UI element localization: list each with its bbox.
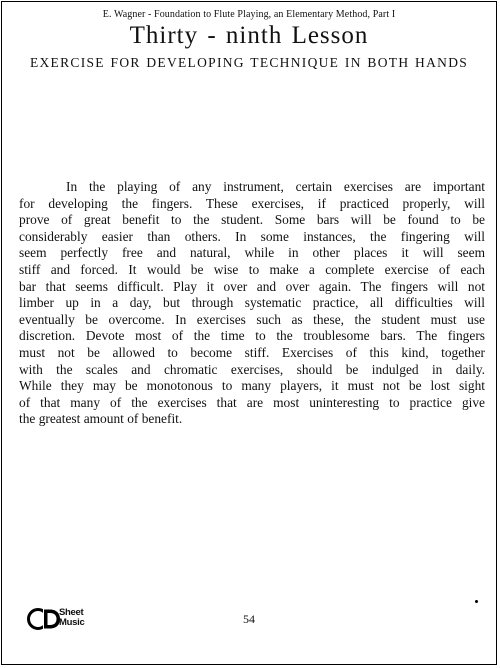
body-line: the greatest amount of benefit. [19, 411, 183, 427]
body-line: limber up in a day, but through systematic practice, all difficulties will [19, 295, 485, 311]
body-line: In the playing of any instrument, certain exercises are important [66, 179, 485, 194]
body-line: eventually be overcome. In exercises such as these, the student must use [19, 311, 485, 327]
body-line: While they may be monotonous to many players, it must not be lost sight [19, 378, 485, 394]
logo-line: Sheet [59, 607, 84, 618]
document-page [1, 1, 497, 665]
lesson-body [19, 179, 485, 428]
body-line: seem perfectly free and natural, while in other places it will seem [19, 245, 485, 261]
lesson-subtitle: EXERCISE FOR DEVELOPING TECHNIQUE IN BOTH HANDS [29, 55, 469, 70]
body-line: discretion. Devote most of the time to the troublesome bars. The fingers [19, 328, 485, 344]
body-line: prove of great benefit to the student. Some bars will be found to be [19, 212, 485, 228]
ink-speck [475, 600, 478, 603]
running-head: E. Wagner - Foundation to Flute Playing, an Elementary Method, Part I [102, 9, 396, 20]
page-number: 54 [243, 612, 255, 626]
body-line: stiff and forced. It would be wise to make a complete exercise of each [19, 261, 485, 277]
body-line: bar that seems difficult. Play it over and over again. The fingers will not [19, 278, 485, 294]
logo-line: Music [59, 617, 85, 628]
body-line: of that many of the exercises that are most uninteresting to practice give [19, 394, 485, 410]
body-line: for developing the fingers. These exercises, if practiced properly, will [19, 195, 485, 211]
body-line: considerably easier than others. In some instances, the fingering will [19, 228, 485, 244]
body-line: must not be allowed to become stiff. Exercises of this kind, together [19, 344, 485, 360]
lesson-title: Thirty - ninth Lesson [129, 22, 369, 49]
body-line: with the scales and chromatic exercises, should be indulged in daily. [19, 361, 485, 377]
